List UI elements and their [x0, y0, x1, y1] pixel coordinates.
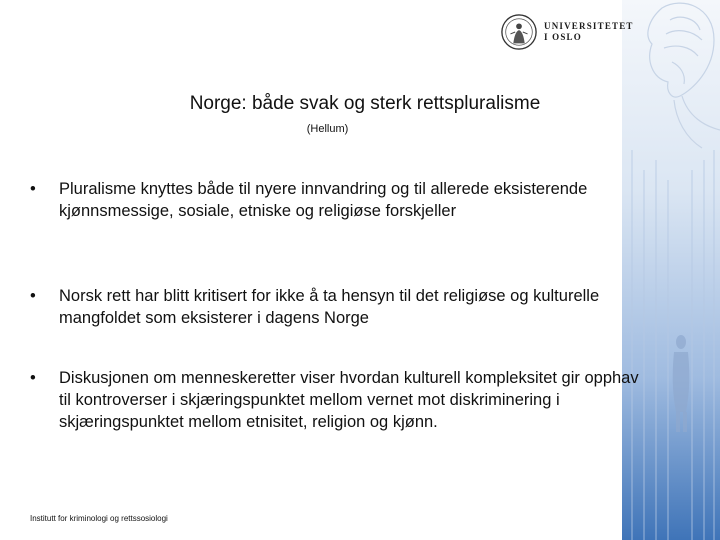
slide-subtitle: (Hellum) — [306, 123, 349, 135]
university-logo — [500, 12, 634, 52]
footer-institute: Institutt for kriminologi og rettssosiologi — [30, 514, 168, 523]
bullet-item — [30, 178, 644, 222]
logo-line-2: I OSLO — [544, 32, 582, 42]
bullet-text: Pluralisme knyttes både til nyere innvandring og til allerede eksisterende kjønnsmessige, sosiale, etniske og religiøse forskjeller — [59, 180, 588, 220]
slide-title: Norge: både svak og sterk rettspluralisme — [189, 93, 541, 114]
decorative-banner — [622, 0, 720, 540]
statue-artwork-icon — [622, 0, 720, 540]
university-seal-icon — [500, 13, 538, 51]
bullet-item — [30, 367, 644, 433]
bullet-item — [30, 285, 644, 329]
logo-line-1: UNIVERSITETET — [544, 21, 634, 31]
logo-wordmark — [544, 21, 634, 43]
bullet-marker: • — [30, 369, 36, 387]
bullet-marker: • — [30, 180, 36, 198]
bullet-marker: • — [30, 287, 36, 305]
bullet-text: Norsk rett har blitt kritisert for ikke å ta hensyn til det religiøse og kulturelle mangfoldet som eksisterer i dagens Norge — [59, 287, 600, 327]
bullet-text: Diskusjonen om menneskeretter viser hvordan kulturell kompleksitet gir opphav til kontroverser i skjæringspunktet mellom vernet mot diskriminering i skjæringspunktet mellom etnisitet, religion og kjønn. — [59, 369, 639, 431]
